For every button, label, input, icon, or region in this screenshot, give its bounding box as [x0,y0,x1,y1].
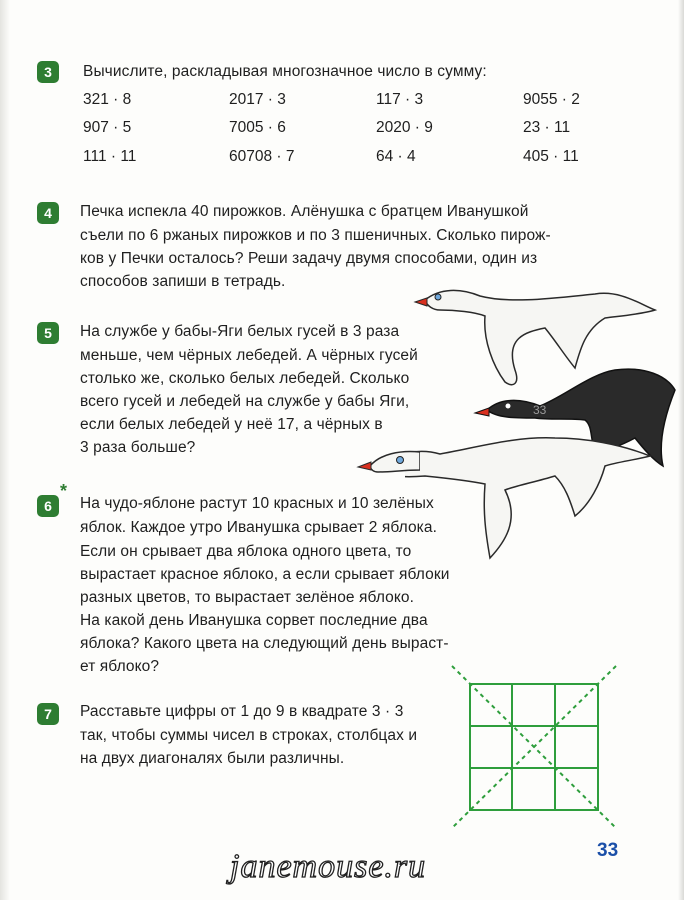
task-5-line: меньше, чем чёрных лебедей. А чёрных гусей [80,347,418,364]
task-5-line: На службе у бабы-Яги белых гусей в 3 раза [80,323,400,340]
task-5-line: столько же, сколько белых лебедей. Сколько [80,370,410,387]
expression: 7005 · 6 [229,119,286,136]
expression: 2020 · 9 [376,119,433,136]
task-7-line: на двух диагоналях были различны. [80,750,345,767]
magic-square-grid [450,662,620,832]
white-goose-head [350,430,420,480]
expression: 405 · 11 [523,148,579,165]
black-swan-label: 33 [533,403,547,417]
difficulty-star: * [60,481,68,501]
expression: 9055 · 2 [523,91,580,108]
expression: 60708 · 7 [229,148,295,165]
task-3-text: Вычислите, раскладывая многозначное число в сумму: [83,63,487,80]
expression: 117 · 3 [376,91,424,108]
expression: 111 · 11 [83,148,137,165]
task-7-line: так, чтобы суммы чисел в строках, столбцах и [80,727,418,744]
task-6-line: вырастает красное яблоко, а если срывает яблоки [80,566,450,583]
task-5-line: если белых лебедей у неё 17, а чёрных в [80,416,383,433]
page-number: 33 [597,840,619,861]
task-7-line: Расставьте цифры от 1 до 9 в квадрате 3 · 3 [80,703,404,720]
page-gutter-shadow [0,0,10,900]
task-5-badge: 5 [37,322,59,344]
task-4-line: ков у Печки осталось? Реши задачу двумя способами, один из [80,250,538,267]
expression: 907 · 5 [83,119,132,136]
task-6-line: яблока? Какого цвета на следующий день выраст- [80,635,449,652]
task-3-badge: 3 [37,61,59,83]
task-4-line: способов запиши в тетрадь. [80,273,286,290]
task-4-line: Печка испекла 40 пирожков. Алёнушка с братцем Иванушкой [80,203,529,220]
task-6-badge: 6 [37,495,59,517]
expression: 23 · 11 [523,119,571,136]
task-5-line: 3 раза больше? [80,439,196,456]
task-6-line: На какой день Иванушка сорвет последние два [80,612,428,629]
birds-illustration [405,270,684,570]
expression: 321 · 8 [83,91,132,108]
task-5-line: всего гусей и лебедей на службе у бабы Яги, [80,393,410,410]
task-4-badge: 4 [37,202,59,224]
white-goose-bottom [405,438,650,558]
task-6-line: На чудо-яблоне растут 10 красных и 10 зелёных [80,495,434,512]
task-4-line: съели по 6 ржаных пирожков и по 3 пшеничных. Сколько пирож- [80,227,551,244]
task-7-badge: 7 [37,703,59,725]
expression: 2017 · 3 [229,91,286,108]
task-6-line: Если он срывает два яблока одного цвета, то [80,543,412,560]
expression: 64 · 4 [376,148,416,165]
task-6-line: ет яблоко? [80,658,160,675]
task-6-line: яблок. Каждое утро Иванушка срывает 2 яблока. [80,519,438,536]
task-6-line: разных цветов, то вырастает зелёное яблоко. [80,589,415,606]
watermark: janemouse.ru [230,848,427,885]
